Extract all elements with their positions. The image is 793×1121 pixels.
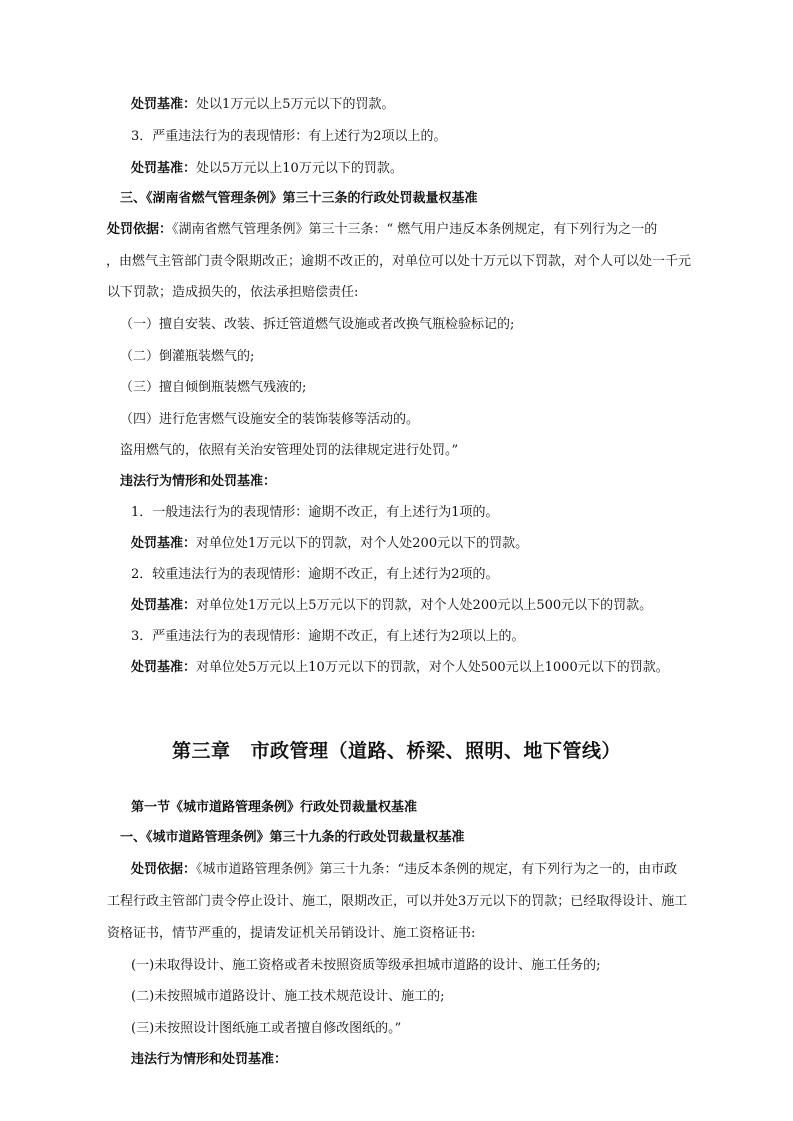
situation-line: 2．较重违法行为的表现情形：逾期不改正，有上述行为2项的。 <box>131 567 499 582</box>
basis-paragraph-line: ，由燃气主管部门责令限期改正；逾期不改正的，对单位可以处十万元以下罚款，对个人可以处一千元 <box>106 254 692 269</box>
situation-line: 1．一般违法行为的表现情形：逾期不改正，有上述行为1项的。 <box>131 505 499 520</box>
subsection-heading: 第一节《城市道路管理条例》行政处罚裁量权基准 <box>131 800 418 815</box>
list-item: (三)未按照设计图纸施工或者擅自修改图纸的。” <box>131 1021 402 1036</box>
penalty-basis-text: 对单位处1万元以上5万元以下的罚款，对个人处200元以上500元以下的罚款。 <box>196 598 653 613</box>
situations-heading: 违法行为情形和处罚基准： <box>120 474 277 489</box>
penalty-basis-label: 处罚基准： <box>131 97 197 112</box>
list-item: （二）倒灌瓶装燃气的; <box>120 349 255 364</box>
penalty-basis-text: 对单位处5万元以上10万元以下的罚款，对个人处500元以上1000元以下的罚款。 <box>196 660 669 675</box>
basis-label: 处罚依据： <box>107 222 173 237</box>
penalty-basis-line <box>131 96 395 114</box>
list-item: (二)未按照城市道路设计、施工技术规范设计、施工的; <box>131 989 445 1004</box>
penalty-basis-label: 处罚基准： <box>131 161 197 176</box>
penalty-basis-line <box>131 160 403 178</box>
list-item: （四）进行危害燃气设施安全的装饰装修等活动的。 <box>120 412 420 427</box>
list-item: (一)未取得设计、施工资格或者未按照资质等级承担城市道路的设计、施工任务的; <box>131 958 601 973</box>
penalty-basis-label: 处罚基准： <box>131 660 197 675</box>
penalty-basis-text: 处以5万元以上10万元以下的罚款。 <box>196 161 403 176</box>
chapter-title: 市政管理（道路、桥梁、照明、地下管线） <box>250 740 622 762</box>
penalty-basis-line <box>131 597 652 615</box>
penalty-basis-label: 处罚基准： <box>131 536 197 551</box>
penalty-basis-line <box>131 659 669 677</box>
basis-paragraph-line: 资格证书，情节严重的，提请发证机关吊销设计、施工资格证书: <box>107 926 476 941</box>
chapter-heading <box>0 736 793 763</box>
basis-text: 《城市道路管理条例》第三十九条：“违反本条例的规定，有下列行为之一的，由市政 <box>196 862 678 877</box>
section-heading: 一、《城市道路管理条例》第三十九条的行政处罚裁量权基准 <box>120 830 465 845</box>
basis-paragraph-line: 工程行政主管部门责令停止设计、施工，限期改正，可以并处3万元以下的罚款；已经取得设计、施工 <box>107 894 688 909</box>
severe-situation-line: 3．严重违法行为的表现情形：有上述行为2项以上的。 <box>131 129 447 144</box>
basis-text: 《湖南省燃气管理条例》第三十三条：“ 燃气用户违反本条例规定，有下列行为之一的 <box>172 222 658 237</box>
basis-paragraph-line: 以下罚款；造成损失的，依法承担赔偿责任: <box>107 285 359 300</box>
penalty-basis-line <box>131 535 528 553</box>
list-item: （一）擅自安装、改装、拆迁管道燃气设施或者改换气瓶检验标记的; <box>120 317 515 332</box>
list-item: （三）擅自倾倒瓶装燃气残液的; <box>120 380 307 395</box>
penalty-basis-text: 处以1万元以上5万元以下的罚款。 <box>196 97 395 112</box>
basis-label: 处罚依据： <box>131 862 197 877</box>
situations-heading: 违法行为情形和处罚基准： <box>131 1052 288 1067</box>
penalty-basis-label: 处罚基准： <box>131 598 197 613</box>
section-heading: 三、《湖南省燃气管理条例》第三十三条的行政处罚裁量权基准 <box>120 191 478 206</box>
basis-paragraph-first-line <box>131 861 677 879</box>
theft-clause: 盗用燃气的，依照有关治安管理处罚的法律规定进行处罚。” <box>120 443 459 458</box>
penalty-basis-text: 对单位处1万元以下的罚款，对个人处200元以下的罚款。 <box>196 536 529 551</box>
situation-line: 3．严重违法行为的表现情形：逾期不改正，有上述行为2项以上的。 <box>131 629 525 644</box>
basis-paragraph-first-line <box>107 221 657 239</box>
chapter-number: 第三章 <box>171 740 231 762</box>
